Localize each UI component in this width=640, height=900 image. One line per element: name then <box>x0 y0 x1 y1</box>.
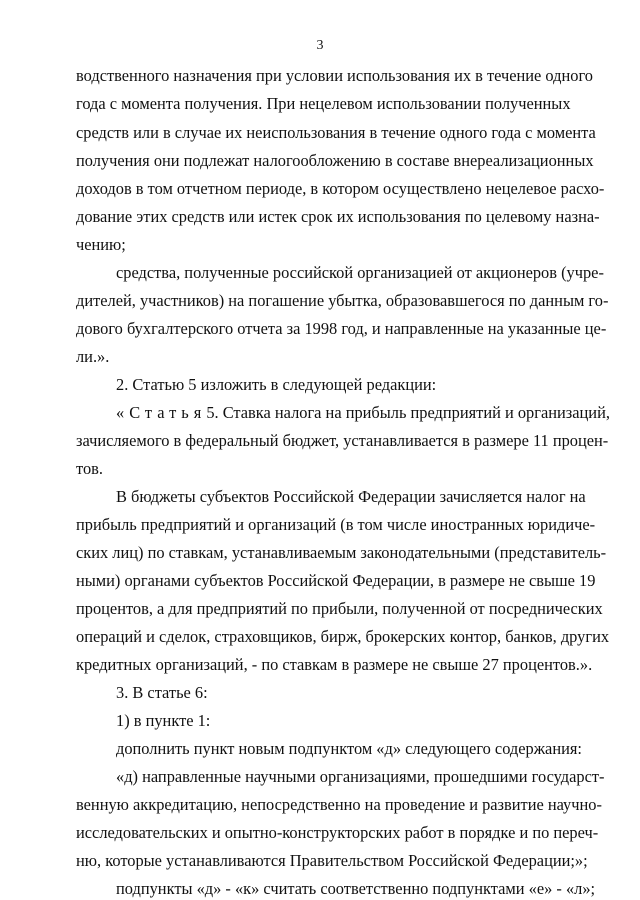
text-line: средства, полученные российской организацией от акционеров (учре- <box>116 263 604 282</box>
text-line <box>116 403 610 423</box>
text-line: водственного назначения при условии использования их в течение одного <box>76 66 593 85</box>
text-line: дового бухгалтерского отчета за 1998 год, и направленные на указанные це- <box>76 319 607 338</box>
text-line: прибыль предприятий и организаций (в том числе иностранных юридиче- <box>76 515 596 534</box>
text-line: ли.». <box>76 347 110 366</box>
text-line: зачисляемого в федеральный бюджет, устанавливается в размере 11 процен- <box>76 431 609 450</box>
text-line: года с момента получения. При нецелевом использовании полученных <box>76 94 571 113</box>
text-line: дителей, участников) на погашение убытка, образовавшегося по данным го- <box>76 291 609 310</box>
text-line: средств или в случае их неиспользования в течение одного года с момента <box>76 123 596 142</box>
text-line: тов. <box>76 459 103 478</box>
text-line: 2. Статью 5 изложить в следующей редакции: <box>116 375 437 394</box>
text-line: кредитных организаций, - по ставкам в размере не свыше 27 процентов.». <box>76 655 593 674</box>
text-line: ными) органами субъектов Российской Федерации, в размере не свыше 19 <box>76 571 596 590</box>
text-line: ских лиц) по ставкам, устанавливаемым законодательными (представитель- <box>76 543 607 562</box>
page-number: 3 <box>316 38 324 53</box>
text-line: дополнить пункт новым подпунктом «д» следующего содержания: <box>116 739 582 758</box>
text-line: «д) направленные научными организациями, прошедшими государст- <box>116 767 605 786</box>
text-line: В бюджеты субъектов Российской Федерации зачисляется налог на <box>116 487 586 506</box>
article-text: 5. Ставка налога на прибыль предприятий и организаций, <box>206 403 610 422</box>
text-line: исследовательских и опытно-конструкторских работ в порядке и по переч- <box>76 823 599 842</box>
text-line: 1) в пункте 1: <box>116 711 211 730</box>
text-line: ню, которые устанавливаются Правительством Российской Федерации;»; <box>76 851 588 870</box>
text-line: подпункты «д» - «к» считать соответственно подпунктами «е» - «л»; <box>116 879 596 898</box>
text-line: чению; <box>76 235 126 254</box>
text-line: доходов в том отчетном периоде, в котором осуществлено нецелевое расхо- <box>76 179 605 198</box>
text-line: 3. В статье 6: <box>116 683 208 702</box>
text-line: венную аккредитацию, непосредственно на проведение и развитие научно- <box>76 795 602 814</box>
text-line: дование этих средств или истек срок их использования по целевому назна- <box>76 207 600 226</box>
text-line: процентов, а для предприятий по прибыли, полученной от посреднических <box>76 599 603 618</box>
article-heading: «Статья <box>116 403 207 422</box>
text-line: операций и сделок, страховщиков, бирж, брокерских контор, банков, других <box>76 627 610 646</box>
text-line: получения они подлежат налогообложению в составе внереализационных <box>76 151 594 170</box>
